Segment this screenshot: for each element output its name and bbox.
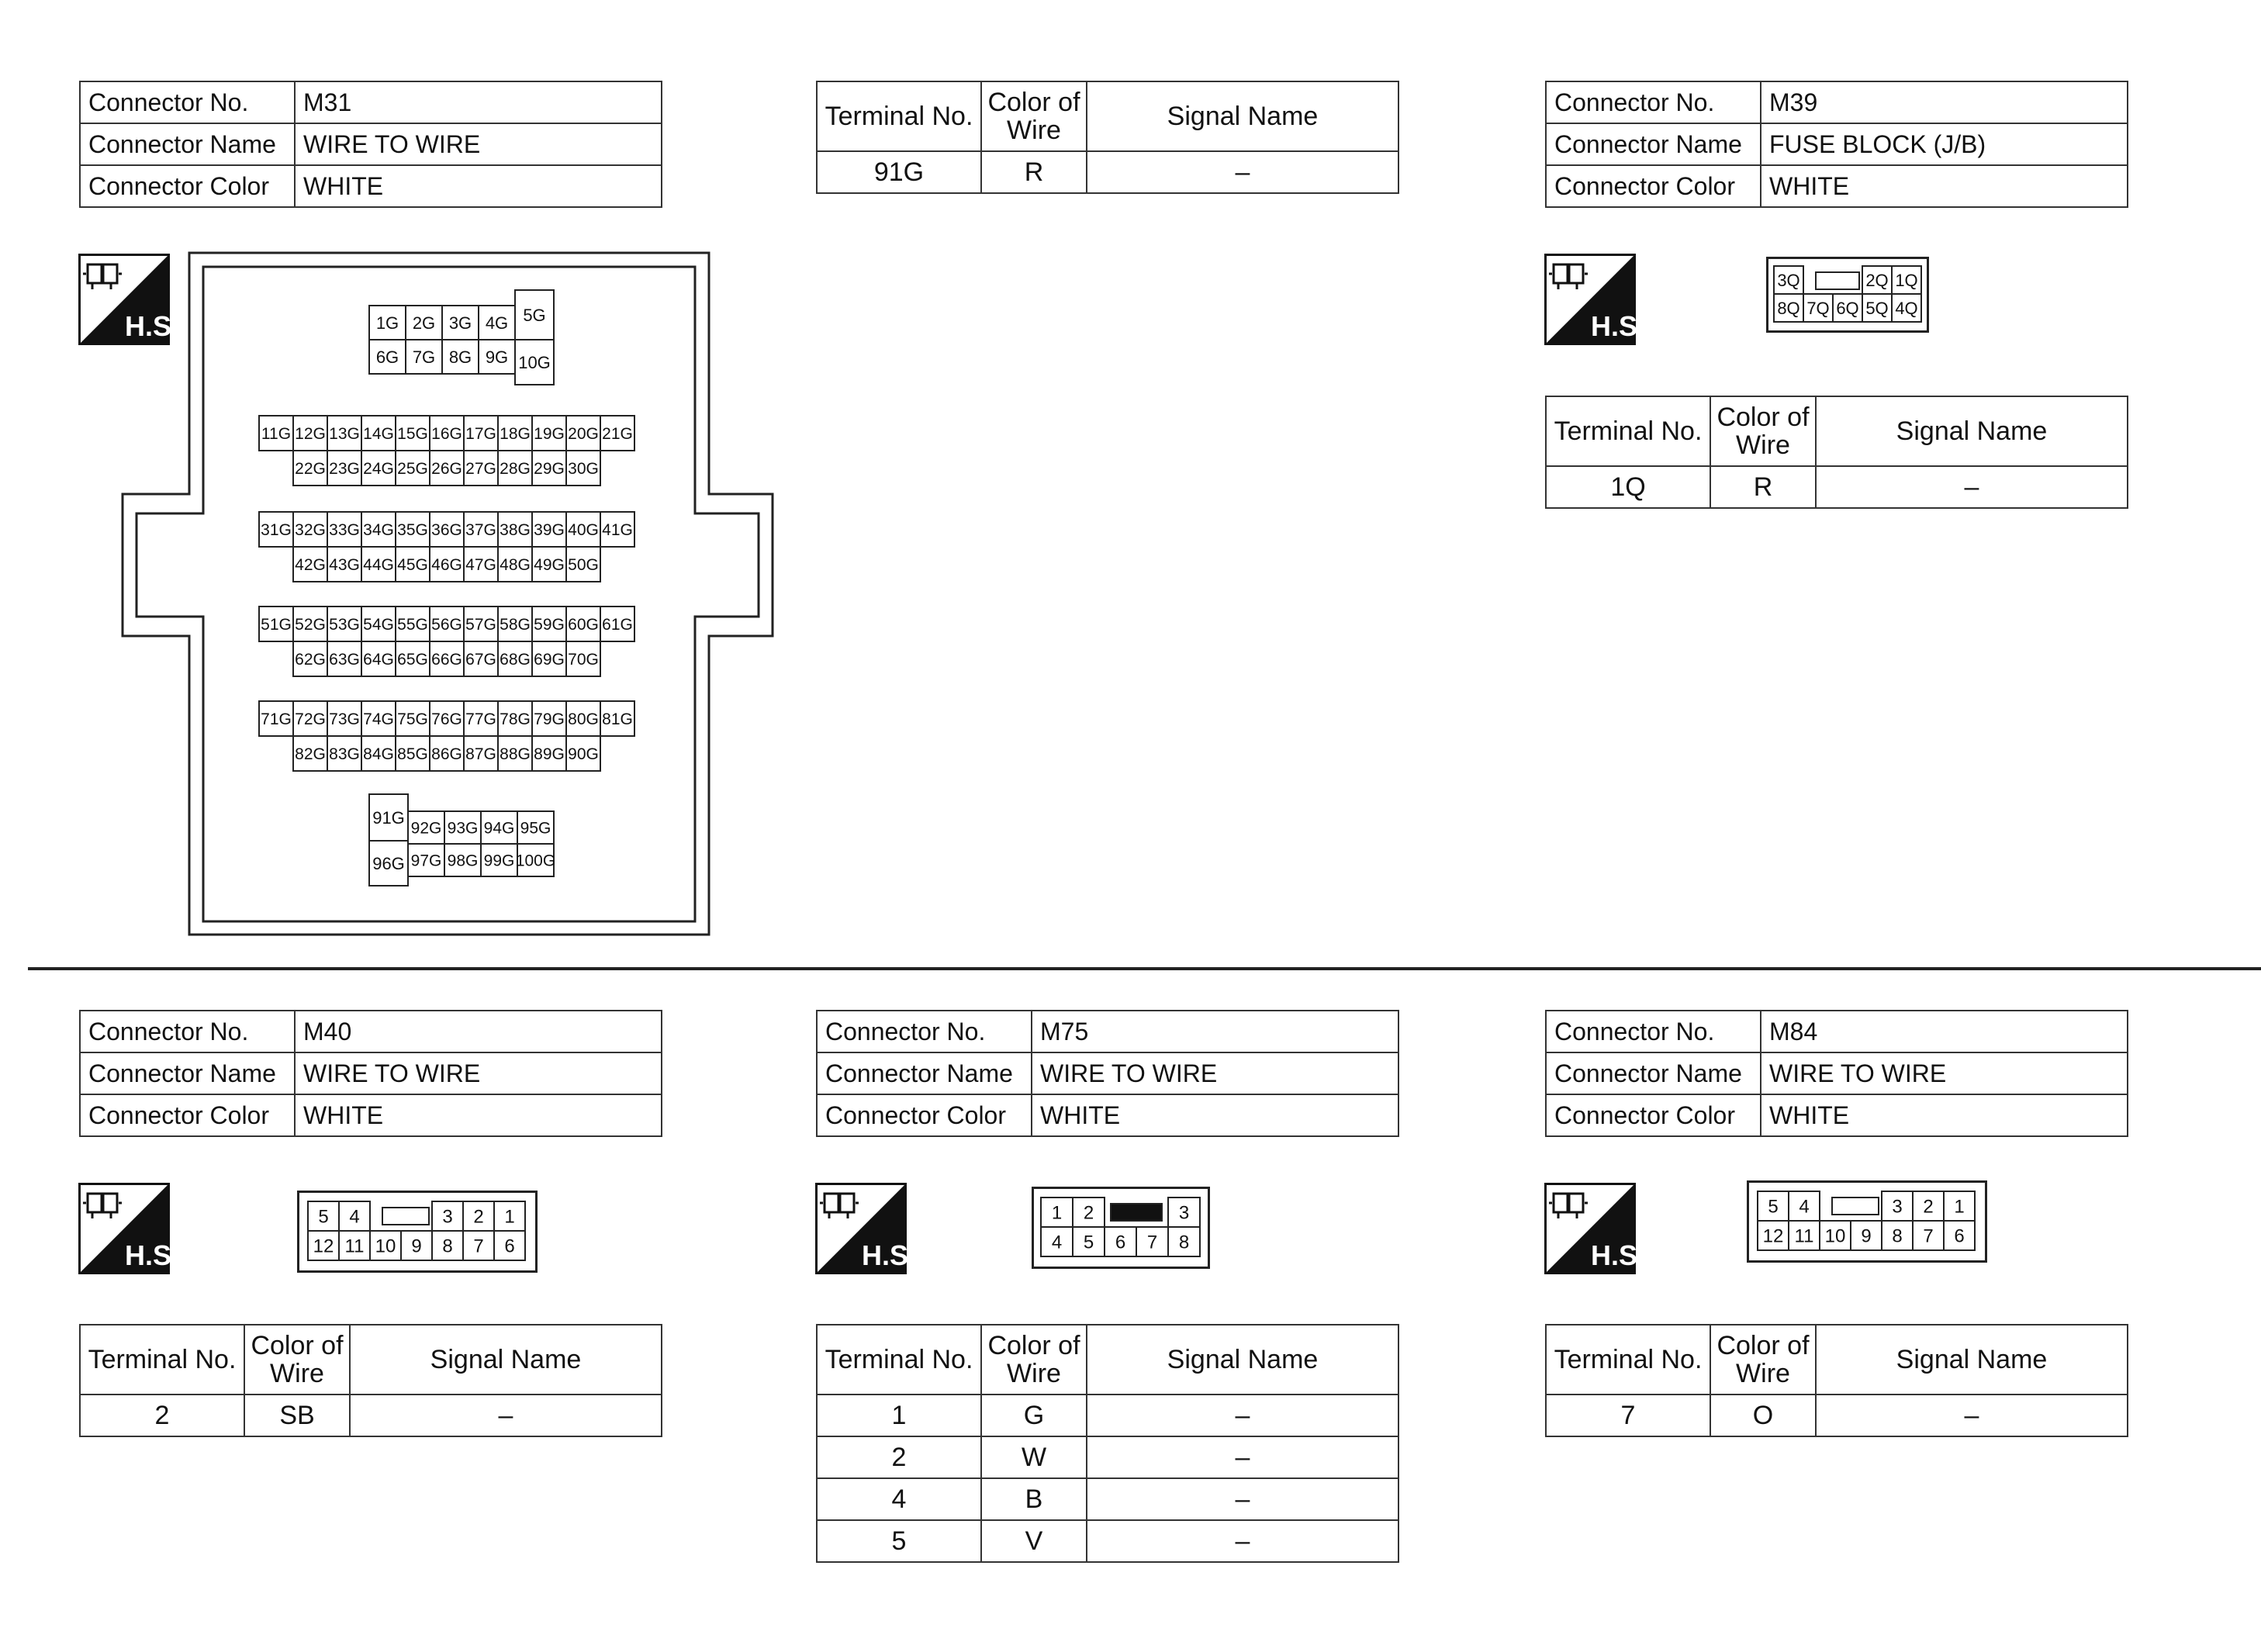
harness-side-icon [1544, 1183, 1646, 1274]
m40-connector-diagram [297, 1191, 538, 1273]
signal-name-cell: – [1087, 1395, 1398, 1436]
pin-label: 8 [1892, 1225, 1903, 1247]
pin-label: 14G [363, 425, 394, 444]
hs-label: H.S. [1591, 1239, 1646, 1271]
pin-label: 11G [261, 425, 292, 444]
pin-label: 8Q [1777, 298, 1800, 318]
pin-label: 9G [485, 347, 509, 367]
pin-label: 67G [465, 651, 496, 669]
wire-color-cell: O [1710, 1395, 1816, 1436]
m31-connector-no: M31 [295, 81, 662, 123]
m40-connector-no: M40 [295, 1011, 662, 1052]
pin-label: 10 [1824, 1225, 1846, 1247]
pin-label: 20G [568, 425, 599, 444]
pin-label: 3 [1892, 1196, 1903, 1218]
pin-label: 2 [1923, 1196, 1934, 1218]
pin-label: 17G [465, 425, 496, 444]
pin-label: 87G [465, 745, 496, 764]
pin-label: 5 [318, 1206, 329, 1228]
pin-label: 16G [431, 425, 462, 444]
pin-label: 26G [431, 460, 462, 479]
connector-name-label: Connector Name [817, 1052, 1032, 1094]
table-row [817, 1478, 1398, 1520]
signal-name-header: Signal Name [350, 1325, 662, 1395]
m39-connector-no: M39 [1761, 81, 2128, 123]
wire-color-cell: V [981, 1520, 1087, 1562]
harness-side-icon [78, 1183, 180, 1274]
pin-label: 85G [397, 745, 428, 764]
pin-label: 50G [568, 556, 599, 575]
m84-connector-diagram [1747, 1180, 1987, 1263]
pin-label: 29G [534, 460, 565, 479]
pin-label: 6G [375, 347, 399, 367]
wire-color-cell: G [981, 1395, 1087, 1436]
m31-connector-diagram [121, 251, 774, 937]
wire-color-cell: B [981, 1478, 1087, 1520]
table-row [817, 1520, 1398, 1562]
connector-key [1816, 272, 1859, 289]
pin-label: 8G [448, 347, 472, 367]
pin-label: 58G [500, 616, 531, 634]
signal-name-header: Signal Name [1087, 1325, 1398, 1395]
pin-label: 99G [483, 852, 515, 870]
pin-label: 11 [344, 1236, 365, 1257]
connector-no-label: Connector No. [817, 1011, 1032, 1052]
pin-label: 40G [568, 521, 599, 540]
signal-name-cell: – [1816, 466, 2128, 508]
pin-label: 7Q [1806, 298, 1830, 318]
pin-label: 5 [1768, 1196, 1779, 1218]
pin-label: 11 [1794, 1225, 1814, 1247]
pin-label: 86G [431, 745, 462, 764]
wire-color-cell: R [981, 151, 1087, 193]
pin-label: 2G [412, 313, 436, 333]
pin-label: 95G [520, 819, 551, 838]
table-row [80, 1395, 662, 1436]
pin-label: 5Q [1865, 298, 1889, 318]
pin-label: 12G [295, 425, 326, 444]
terminal-no-cell: 1Q [1546, 466, 1710, 508]
signal-name-header: Signal Name [1816, 396, 2128, 466]
pin-label: 68G [500, 651, 531, 669]
pin-label: 5 [1083, 1232, 1094, 1253]
pin-label: 73G [329, 710, 360, 729]
pin-label: 3 [442, 1206, 453, 1228]
signal-name-header: Signal Name [1087, 81, 1398, 151]
pin-label: 77G [465, 710, 496, 729]
pin-label: 79G [534, 710, 565, 729]
connector-color-label: Connector Color [817, 1094, 1032, 1136]
terminal-no-cell: 4 [817, 1478, 981, 1520]
pin-label: 89G [534, 745, 565, 764]
pin-label: 82G [295, 745, 326, 764]
pin-label: 57G [465, 616, 496, 634]
pin-label: 21G [602, 425, 633, 444]
pin-label: 88G [500, 745, 531, 764]
hs-label: H.S. [125, 310, 180, 342]
pin-label: 30G [568, 460, 599, 479]
m40-pin-grid [308, 1201, 525, 1260]
m31-connector-name: WIRE TO WIRE [295, 123, 662, 165]
harness-side-icon [815, 1183, 917, 1274]
pin-label: 3 [1178, 1202, 1190, 1224]
pin-label: 4 [1051, 1232, 1063, 1253]
signal-name-cell: – [1087, 1478, 1398, 1520]
wire-color-cell: R [1710, 466, 1816, 508]
m75-connector-diagram [1032, 1187, 1210, 1269]
hs-label: H.S. [1591, 310, 1646, 342]
terminal-no-header: Terminal No. [817, 1325, 981, 1395]
pin-label: 84G [363, 745, 394, 764]
pin-label: 90G [568, 745, 599, 764]
m40-terminal-table [79, 1324, 662, 1437]
m75-connector-name: WIRE TO WIRE [1032, 1052, 1398, 1094]
table-row [1546, 1395, 2128, 1436]
color-of-wire-header: Color of Wire [981, 81, 1087, 151]
table-row [1546, 466, 2128, 508]
pin-label: 7 [1146, 1232, 1158, 1253]
pin-label: 31G [261, 521, 292, 540]
wire-color-cell: SB [244, 1395, 350, 1436]
pin-label: 91G [372, 807, 405, 828]
m75-terminal-table [816, 1324, 1399, 1563]
color-of-wire-header: Color of Wire [1710, 1325, 1816, 1395]
pin-label: 76G [431, 710, 462, 729]
terminal-no-cell: 91G [817, 151, 981, 193]
pin-label: 48G [500, 556, 531, 575]
connector-no-label: Connector No. [1546, 81, 1761, 123]
pin-label: 1G [375, 313, 399, 333]
terminal-no-cell: 7 [1546, 1395, 1710, 1436]
pin-label: 44G [363, 556, 394, 575]
m40-info-table [79, 1010, 662, 1137]
pin-label: 6 [1954, 1225, 1965, 1247]
m39-connector-name: FUSE BLOCK (J/B) [1761, 123, 2128, 165]
pin-label: 7 [473, 1236, 484, 1257]
pin-label: 69G [534, 651, 565, 669]
pin-label: 5G [523, 305, 546, 325]
pin-label: 43G [329, 556, 360, 575]
pin-label: 1 [504, 1206, 515, 1228]
terminal-no-header: Terminal No. [1546, 396, 1710, 466]
m84-terminal-table [1545, 1324, 2128, 1437]
pin-label: 27G [465, 460, 496, 479]
m84-pin-grid [1758, 1191, 1975, 1250]
terminal-no-cell: 5 [817, 1520, 981, 1562]
pin-label: 60G [568, 616, 599, 634]
pin-label: 72G [295, 710, 326, 729]
pin-label: 66G [431, 651, 462, 669]
terminal-no-header: Terminal No. [817, 81, 981, 151]
pin-label: 64G [363, 651, 394, 669]
pin-label: 23G [329, 460, 360, 479]
hs-label: H.S. [125, 1239, 180, 1271]
pin-label: 70G [568, 651, 599, 669]
connector-name-label: Connector Name [1546, 1052, 1761, 1094]
pin-label: 6 [1115, 1232, 1126, 1253]
signal-name-cell: – [1087, 1436, 1398, 1478]
pin-label: 18G [500, 425, 531, 444]
table-row [817, 151, 1398, 193]
m31-info-table [79, 81, 662, 208]
signal-name-cell: – [1087, 151, 1398, 193]
pin-label: 96G [372, 853, 405, 873]
pin-label: 63G [329, 651, 360, 669]
pin-label: 4G [485, 313, 509, 333]
pin-label: 33G [329, 521, 360, 540]
pin-label: 25G [397, 460, 428, 479]
pin-label: 55G [397, 616, 428, 634]
pin-label: 100G [515, 852, 556, 870]
pin-label: 98G [447, 852, 479, 870]
pin-label: 97G [410, 852, 442, 870]
pin-label: 81G [602, 710, 633, 729]
pin-label: 36G [431, 521, 462, 540]
pin-label: 22G [295, 460, 326, 479]
connector-no-label: Connector No. [80, 81, 295, 123]
pin-label: 12 [313, 1236, 334, 1257]
connector-color-label: Connector Color [80, 1094, 295, 1136]
pin-label: 13G [329, 425, 360, 444]
pin-label: 62G [295, 651, 326, 669]
pin-label: 4 [1799, 1196, 1810, 1218]
pin-label: 12 [1762, 1225, 1784, 1247]
pin-label: 53G [329, 616, 360, 634]
pin-label: 9 [411, 1236, 422, 1257]
pin-label: 92G [410, 819, 442, 838]
pin-label: 59G [534, 616, 565, 634]
connector-color-label: Connector Color [80, 165, 295, 207]
pin-label: 75G [397, 710, 428, 729]
connector-name-label: Connector Name [80, 123, 295, 165]
pin-label: 42G [295, 556, 326, 575]
connector-color-label: Connector Color [1546, 1094, 1761, 1136]
pin-label: 93G [447, 819, 479, 838]
table-row [817, 1436, 1398, 1478]
m31-pin-grid [259, 290, 634, 886]
pin-label: 6Q [1836, 298, 1859, 318]
terminal-no-cell: 2 [817, 1436, 981, 1478]
pin-label: 3G [448, 313, 472, 333]
pin-label: 37G [465, 521, 496, 540]
pin-label: 46G [431, 556, 462, 575]
pin-label: 7G [412, 347, 436, 367]
pin-label: 9 [1861, 1225, 1872, 1247]
pin-label: 2 [473, 1206, 484, 1228]
pin-label: 61G [602, 616, 633, 634]
pin-label: 47G [465, 556, 496, 575]
m39-pin-grid [1774, 266, 1921, 322]
m31-connector-color: WHITE [295, 165, 662, 207]
m75-connector-no: M75 [1032, 1011, 1398, 1052]
pin-label: 56G [431, 616, 462, 634]
m40-connector-color: WHITE [295, 1094, 662, 1136]
pin-label: 15G [397, 425, 428, 444]
pin-label: 6 [504, 1236, 515, 1257]
signal-name-cell: – [1087, 1520, 1398, 1562]
hs-label: H.S. [862, 1239, 917, 1271]
table-row [817, 1395, 1398, 1436]
pin-label: 10 [375, 1236, 396, 1257]
connector-key [1832, 1198, 1879, 1215]
pin-label: 80G [568, 710, 599, 729]
m75-info-table [816, 1010, 1399, 1137]
harness-side-icon [1544, 254, 1646, 345]
pin-label: 39G [534, 521, 565, 540]
pin-label: 45G [397, 556, 428, 575]
terminal-no-header: Terminal No. [80, 1325, 244, 1395]
m39-info-table [1545, 81, 2128, 208]
terminal-no-cell: 2 [80, 1395, 244, 1436]
pin-label: 38G [500, 521, 531, 540]
signal-name-cell: – [350, 1395, 662, 1436]
m84-connector-name: WIRE TO WIRE [1761, 1052, 2128, 1094]
m39-terminal-table [1545, 396, 2128, 509]
color-of-wire-header: Color of Wire [244, 1325, 350, 1395]
pin-label: 51G [261, 616, 292, 634]
pin-label: 8 [1178, 1232, 1190, 1253]
pin-label: 83G [329, 745, 360, 764]
wire-color-cell: W [981, 1436, 1087, 1478]
pin-label: 24G [363, 460, 394, 479]
m39-connector-color: WHITE [1761, 165, 2128, 207]
pin-label: 3Q [1777, 270, 1800, 290]
pin-label: 7 [1923, 1225, 1934, 1247]
connector-name-label: Connector Name [80, 1052, 295, 1094]
pin-label: 1Q [1895, 270, 1918, 290]
pin-label: 65G [397, 651, 428, 669]
connector-no-label: Connector No. [1546, 1011, 1761, 1052]
m84-connector-no: M84 [1761, 1011, 2128, 1052]
m75-pin-grid [1041, 1198, 1200, 1256]
color-of-wire-header: Color of Wire [981, 1325, 1087, 1395]
connector-no-label: Connector No. [80, 1011, 295, 1052]
pin-label: 54G [363, 616, 394, 634]
connector-color-label: Connector Color [1546, 165, 1761, 207]
pin-label: 32G [295, 521, 326, 540]
connector-key [382, 1208, 429, 1225]
pin-label: 52G [295, 616, 326, 634]
pin-label: 35G [397, 521, 428, 540]
pin-label: 49G [534, 556, 565, 575]
m84-connector-color: WHITE [1761, 1094, 2128, 1136]
m31-terminal-table [816, 81, 1399, 194]
pin-label: 4 [349, 1206, 360, 1228]
m84-info-table [1545, 1010, 2128, 1137]
m75-connector-color: WHITE [1032, 1094, 1398, 1136]
pin-label: 71G [261, 710, 292, 729]
pin-label: 10G [518, 352, 551, 372]
m39-connector-diagram [1766, 257, 1929, 333]
m40-connector-name: WIRE TO WIRE [295, 1052, 662, 1094]
pin-label: 41G [602, 521, 633, 540]
section-divider [28, 967, 2261, 970]
pin-label: 94G [483, 819, 515, 838]
pin-label: 78G [500, 710, 531, 729]
pin-label: 74G [363, 710, 394, 729]
signal-name-cell: – [1816, 1395, 2128, 1436]
connector-key [1111, 1204, 1162, 1221]
terminal-no-header: Terminal No. [1546, 1325, 1710, 1395]
pin-label: 19G [534, 425, 565, 444]
pin-label: 1 [1954, 1196, 1965, 1218]
terminal-no-cell: 1 [817, 1395, 981, 1436]
color-of-wire-header: Color of Wire [1710, 396, 1816, 466]
pin-label: 28G [500, 460, 531, 479]
pin-label: 8 [442, 1236, 453, 1257]
pin-label: 2 [1083, 1202, 1094, 1224]
pin-label: 2Q [1865, 270, 1889, 290]
pin-label: 34G [363, 521, 394, 540]
pin-label: 4Q [1895, 298, 1918, 318]
signal-name-header: Signal Name [1816, 1325, 2128, 1395]
connector-name-label: Connector Name [1546, 123, 1761, 165]
pin-label: 1 [1051, 1202, 1063, 1224]
